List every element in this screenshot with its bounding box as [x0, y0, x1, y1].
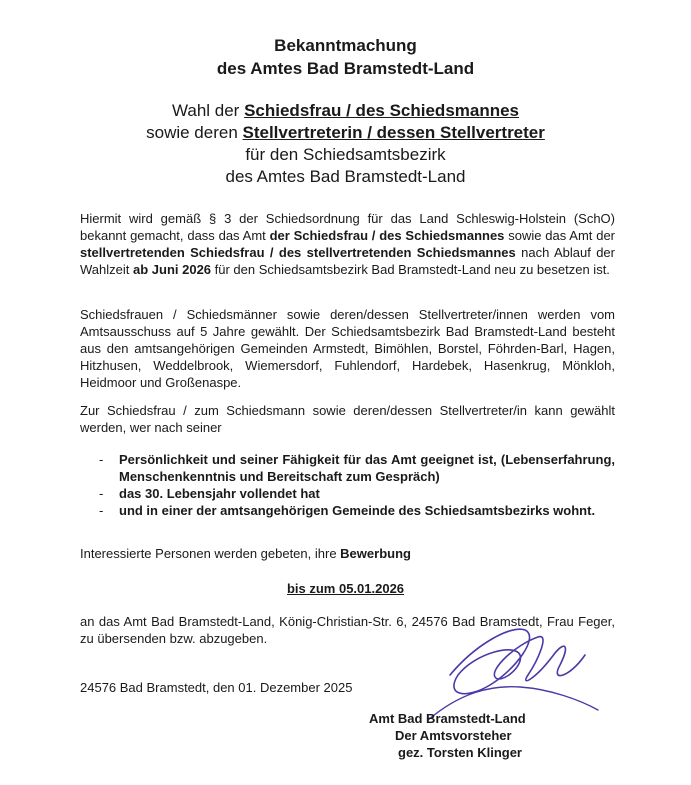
p1-text-3: nach Ablauf der Wahlzeit — [80, 245, 615, 277]
subject-line-1 — [0, 100, 691, 122]
p1-text-2: sowie das Amt der — [504, 228, 616, 243]
list-item — [80, 485, 615, 502]
subject-underlined-2: Stellvertreterin / dessen Stellvertreter — [242, 123, 545, 142]
list-item-text: das 30. Lebensjahr vollendet hat — [119, 486, 320, 501]
announcement-header — [0, 34, 691, 80]
subject-block — [0, 100, 691, 188]
subject-prefix-1: Wahl der — [171, 101, 245, 120]
subject-line-3: für den Schiedsamtsbezirk — [245, 145, 446, 164]
paragraph-address: an das Amt Bad Bramstedt-Land, König-Christian-Str. 6, 24576 Bad Bramstedt, Frau Feger, zu übersenden bzw. abzugeben. — [80, 614, 615, 646]
bullet-dash: - — [99, 486, 104, 501]
p1-bold-3: ab Juni 2026 — [132, 262, 212, 277]
paragraph-application — [80, 545, 615, 562]
subject-prefix-2: sowie deren — [146, 123, 243, 142]
signatory-office: Amt Bad Bramstedt-Land — [369, 711, 526, 726]
list-item — [80, 451, 615, 485]
signatory-name: gez. Torsten Klinger — [398, 745, 522, 760]
bullet-dash: - — [99, 452, 104, 467]
list-item-text: und in einer der amtsangehörigen Gemeinde des Schiedsamtsbezirks wohnt. — [119, 503, 596, 518]
paragraph-announcement — [80, 210, 615, 278]
list-item — [80, 502, 615, 519]
eligibility-list — [80, 451, 615, 519]
p1-bold-1: der Schiedsfrau / des Schiedsmannes — [269, 228, 505, 243]
paragraph-election-terms: Schiedsfrauen / Schiedsmänner sowie deren/dessen Stellvertreter/innen werden vom Amtsausschuss auf 5 Jahre gewählt. Der Schiedsamtsbezirk Bad Bramstedt-Land besteht aus den amtsangehörigen Gemeinden Armstedt, Bimöhlen, Borstel, Föhrden-Barl, Hagen, Hitzhusen, Weddelbrook, Wiemersdorf, Fuhlendorf, Hardebek, Hasenkrug, Mönkloh, Heidmoor und Großenaspe. — [80, 307, 615, 390]
p1-text-1: Hiermit wird gemäß § 3 der Schiedsordnung für das Land Schleswig-Holstein (SchO) bekannt gemacht, dass das Amt — [80, 211, 615, 243]
p4-bold: Bewerbung — [340, 546, 411, 561]
header-title: Bekanntmachung — [274, 36, 417, 55]
bullet-dash: - — [99, 503, 104, 518]
subject-line-4: des Amtes Bad Bramstedt-Land — [225, 167, 466, 186]
subject-line-2 — [0, 122, 691, 144]
p1-text-4: für den Schiedsamtsbezirk Bad Bramstedt-Land neu zu besetzen ist. — [211, 262, 610, 277]
paragraph-eligibility: Zur Schiedsfrau / zum Schiedsmann sowie deren/dessen Stellvertreter/in kann gewählt werden, wer nach seiner — [80, 403, 615, 435]
place-and-date: 24576 Bad Bramstedt, den 01. Dezember 2025 — [80, 680, 353, 695]
p4-text: Interessierte Personen werden gebeten, ihre — [80, 546, 341, 561]
p1-bold-2: stellvertretenden Schiedsfrau / des stellvertretenden Schiedsmannes — [80, 245, 516, 260]
deadline-date: bis zum 05.01.2026 — [286, 581, 405, 596]
signature-block — [369, 710, 526, 761]
signatory-title: Der Amtsvorsteher — [395, 728, 512, 743]
list-item-text: Persönlichkeit und seiner Fähigkeit für das Amt geeignet ist, (Lebenserfahrung, Menschenkenntnis und Bereitschaft zum Gespräch) — [119, 452, 615, 484]
header-authority: des Amtes Bad Bramstedt-Land — [216, 59, 475, 78]
subject-underlined-1: Schiedsfrau / des Schiedsmannes — [244, 101, 520, 120]
